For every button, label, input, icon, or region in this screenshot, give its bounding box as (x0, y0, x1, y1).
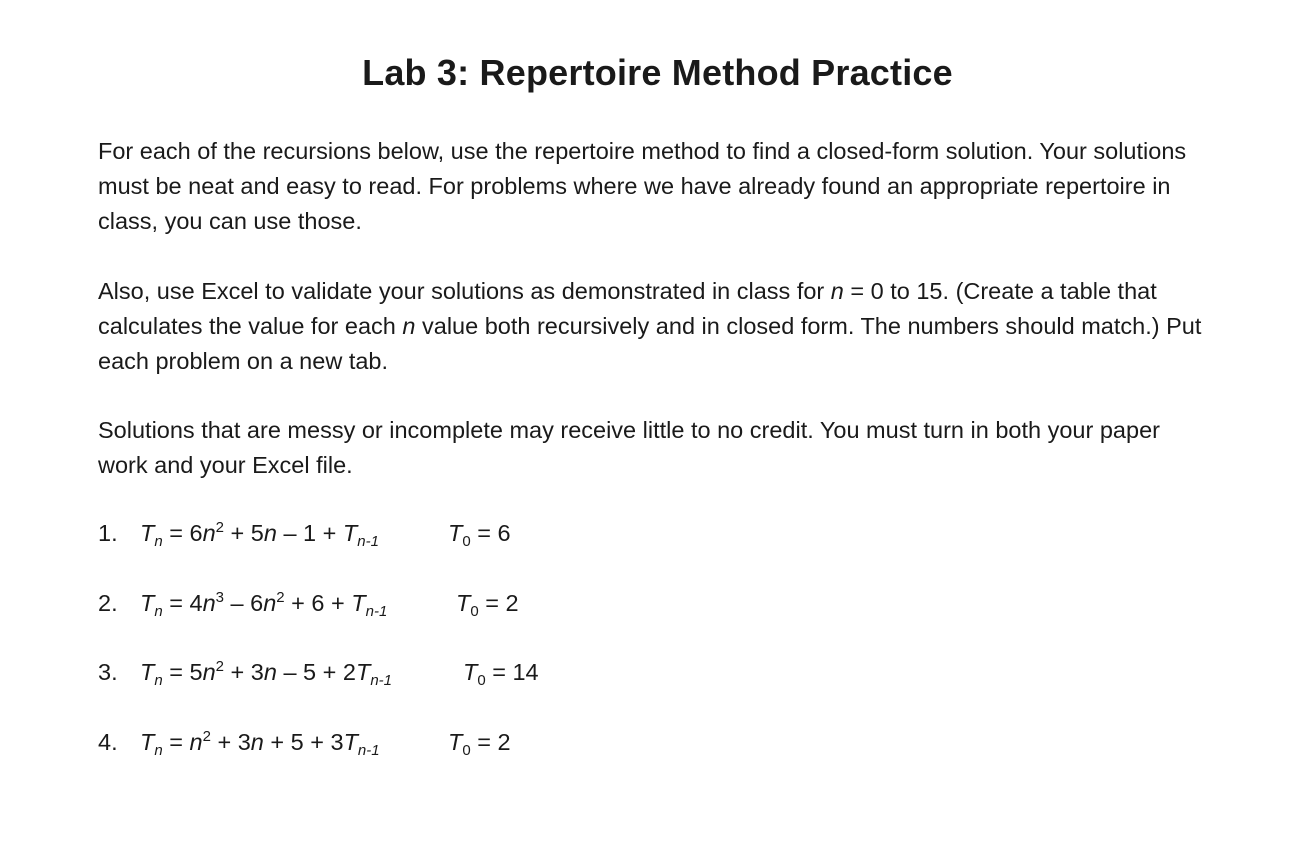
variable-n: n (263, 520, 277, 546)
initial-condition (456, 590, 519, 620)
equation-text: – 1 + (276, 520, 343, 546)
term-T: T (342, 520, 358, 546)
subscript (358, 742, 380, 759)
subscript-text: n-1 (357, 533, 379, 550)
problem-number: 2. (98, 590, 118, 616)
variable-n: n (202, 659, 216, 685)
recurrence-equation (140, 728, 380, 759)
variable-n: n (830, 278, 844, 304)
variable-n: n (263, 659, 277, 685)
equation-text: + 3 (223, 659, 264, 685)
initial-condition (448, 520, 511, 550)
term-T: T (448, 520, 463, 546)
recurrence-equation (140, 519, 379, 550)
term-T: T (140, 520, 155, 546)
equation-text: + 5 + 3 (263, 729, 344, 755)
equation-text: – 6 (223, 590, 264, 616)
subscript-text: n-1 (370, 672, 393, 689)
variable-n: n (263, 590, 277, 616)
term-T: T (140, 659, 155, 685)
term-T: T (140, 590, 155, 616)
subscript-text: n (154, 603, 163, 620)
page-title: Lab 3: Repertoire Method Practice (362, 52, 953, 93)
subscript (154, 533, 162, 550)
variable-n: n (202, 520, 216, 546)
term-T: T (351, 590, 366, 616)
problem-number: 1. (98, 520, 118, 546)
excel-text-b: = 0 to 15. (Create a table that calculates the value for each (98, 278, 1157, 339)
term-T: T (343, 729, 358, 755)
subscript: 0 (477, 672, 486, 689)
initial-value: = 2 (470, 729, 511, 755)
excel-instructions-paragraph (98, 274, 1208, 379)
excel-text-a: Also, use Excel to validate your solutions as demonstrated in class for (98, 278, 831, 304)
variable-n: n (189, 729, 203, 755)
recurrence-equation (140, 658, 393, 689)
instructions-paragraph: For each of the recursions below, use the repertoire method to find a closed-form solution. Your solutions must be neat and easy to read. For problems where we have already found an appropriate repertoire in class, you can use those. (98, 138, 1187, 234)
subscript (154, 672, 162, 689)
initial-value: = 6 (470, 520, 511, 546)
subscript-text: n (154, 742, 163, 759)
exponent: 2 (202, 728, 211, 745)
term-T: T (140, 729, 155, 755)
term-T: T (355, 659, 371, 685)
initial-value: = 14 (485, 659, 539, 685)
initial-value: = 2 (478, 590, 519, 616)
variable-n: n (250, 729, 264, 755)
variable-n: n (202, 590, 216, 616)
subscript-text: n-1 (357, 742, 380, 759)
equation-text: + 3 (210, 729, 251, 755)
problem-number: 4. (98, 729, 118, 755)
subscript: 0 (462, 533, 471, 550)
equation-text: = 4 (162, 590, 203, 616)
term-T: T (448, 729, 463, 755)
initial-condition (448, 729, 511, 759)
subscript (154, 603, 162, 620)
grading-paragraph: Solutions that are messy or incomplete may receive little to no credit. You must turn in both your paper work and your Excel file. (98, 417, 1160, 478)
term-T: T (456, 590, 471, 616)
variable-n: n (402, 313, 416, 339)
exponent: 2 (276, 589, 285, 606)
initial-condition (463, 659, 539, 689)
problem-number: 3. (98, 659, 118, 685)
equation-text: = (162, 729, 190, 755)
equation-text: + 6 + (284, 590, 352, 616)
exponent: 2 (215, 519, 224, 536)
subscript (370, 672, 392, 689)
subscript (357, 533, 379, 550)
subscript (366, 603, 388, 620)
equation-text: – 5 + 2 (276, 659, 356, 685)
excel-text-c: value both recursively and in closed form. The numbers should match.) Put each problem on a new tab. (98, 313, 1202, 374)
equation-text: = 6 (162, 520, 203, 546)
subscript: 0 (462, 742, 471, 759)
exponent: 3 (215, 589, 224, 606)
equation-text: = 5 (162, 659, 203, 685)
subscript-text: n-1 (365, 603, 388, 620)
subscript: 0 (470, 603, 479, 620)
subscript (154, 742, 162, 759)
term-T: T (463, 659, 478, 685)
recurrence-equation (140, 589, 388, 620)
equation-text: + 5 (223, 520, 264, 546)
subscript-text: n (154, 672, 163, 689)
exponent: 2 (215, 658, 224, 675)
subscript-text: n (154, 533, 163, 550)
